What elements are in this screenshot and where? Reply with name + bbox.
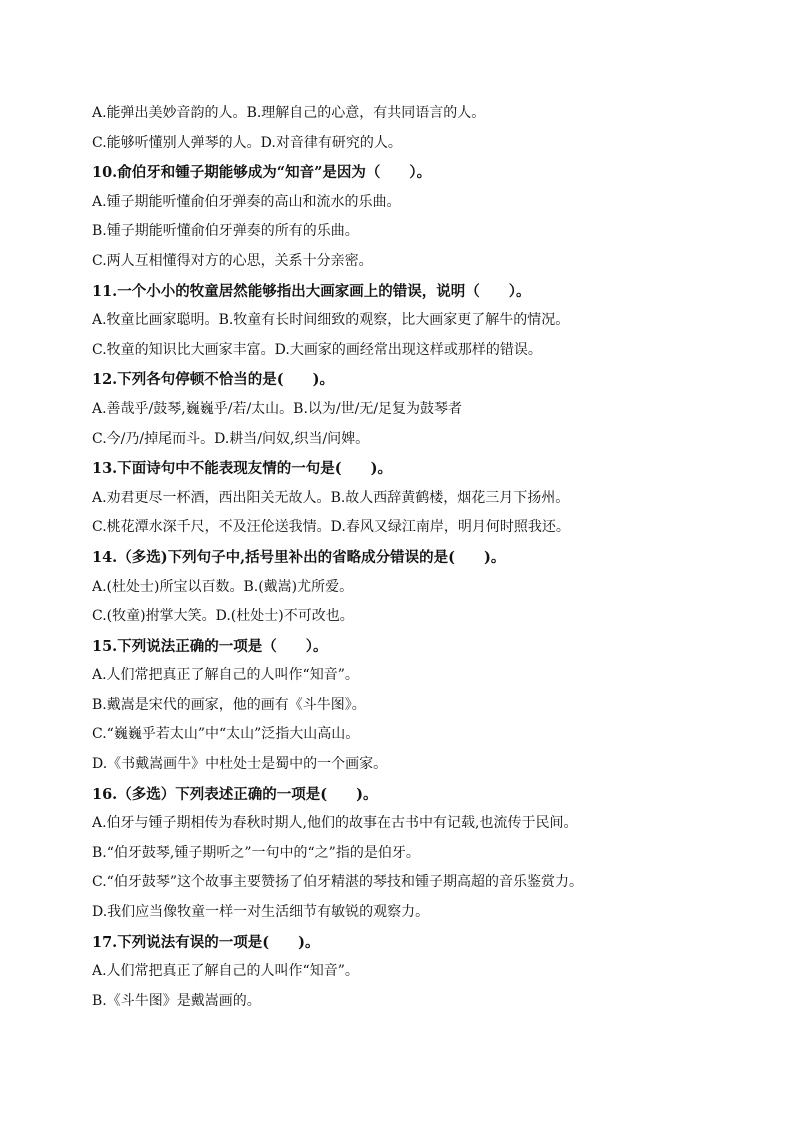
answer-option: C.两人互相懂得对方的心思，关系十分亲密。 (92, 252, 373, 269)
answer-option: A.善哉乎/鼓琴,巍巍乎/若/太山。 (92, 400, 294, 417)
answer-option: A.人们常把真正了解自己的人叫作“知音”。 (92, 667, 359, 684)
answer-option-row (92, 395, 732, 425)
answer-option: D.耕当/问奴,织当/问婢。 (214, 430, 370, 447)
answer-option: B.理解自己的心意，有共同语言的人。 (246, 105, 486, 121)
answer-option-row (92, 99, 732, 129)
answer-option-row (92, 484, 732, 514)
worksheet-page (92, 99, 732, 1016)
answer-option: D.大画家的画经常出现这样或那样的错误。 (274, 341, 542, 358)
answer-option: D.《书戴嵩画牛》中杜处士是蜀中的一个画家。 (92, 756, 388, 773)
answer-option: A.伯牙与锺子期相传为春秋时期人,他们的故事在古书中有记载,也流传于民间。 (92, 815, 578, 832)
answer-option: B.“伯牙鼓琴,锺子期听之”一句中的“之”指的是伯牙。 (92, 844, 420, 861)
question-stem: 13.下面诗句中不能表现友情的一句是( )。 (92, 460, 392, 478)
answer-option: D.春风又绿江南岸，明月何时照我还。 (330, 519, 570, 536)
answer-option: A.(杜处士)所宝以百数。 (92, 578, 244, 595)
answer-option: C.能够听懂别人弹琴的人。 (92, 134, 261, 151)
answer-option: D.(杜处士)不可改也。 (215, 608, 354, 625)
answer-option: A.能弹出美妙音韵的人。 (92, 105, 247, 121)
answer-option: D.我们应当像牧童一样一对生活细节有敏锐的观察力。 (92, 904, 430, 921)
answer-option: C.“伯牙鼓琴”这个故事主要赞扬了伯牙精湛的琴技和锺子期高超的音乐鉴赏力。 (92, 874, 583, 891)
answer-option: A.锺子期能听懂俞伯牙弹奏的高山和流水的乐曲。 (92, 193, 401, 210)
answer-option: C.今/乃/掉尾而斗。 (92, 430, 215, 447)
question-stem: 15.下列说法正确的一项是（ ）。 (92, 637, 328, 655)
answer-option: B.戴嵩是宋代的画家，他的画有《斗牛图》。 (92, 696, 366, 713)
answer-option: C.(牧童)拊掌大笑。 (92, 608, 216, 625)
answer-option: A.劝君更尽一杯酒，西出阳关无故人。 (92, 489, 331, 506)
answer-option: B.(戴嵩)尤所爱。 (243, 578, 354, 595)
answer-option: C.桃花潭水深千尺，不及汪伦送我情。 (92, 519, 331, 536)
question-stem: 11.一个小小的牧童居然能够指出大画家画上的错误，说明（ ）。 (92, 282, 531, 300)
question-stem: 12.下列各句停顿不恰当的是( )。 (92, 371, 334, 389)
answer-option-row (92, 129, 732, 159)
answer-option: A.牧童比画家聪明。 (92, 312, 219, 329)
question-stem: 10.俞伯牙和锺子期能够成为“知音”是因为（ ）。 (92, 164, 432, 182)
answer-option: D.对音律有研究的人。 (260, 134, 402, 151)
answer-option-row (92, 602, 732, 632)
question-stem: 16.（多选）下列表述正确的一项是( )。 (92, 785, 378, 803)
answer-option: B.故人西辞黄鹤楼，烟花三月下扬州。 (330, 489, 570, 506)
answer-option: A.人们常把真正了解自己的人叫作“知音”。 (92, 963, 359, 980)
answer-option: B.《斗牛图》是戴嵩画的。 (92, 992, 261, 1009)
answer-option: C.牧童的知识比大画家丰富。 (92, 341, 275, 358)
answer-option: C.“巍巍乎若太山”中“太山”泛指大山高山。 (92, 726, 360, 743)
answer-option: B.以为/世/无/足复为鼓琴者 (293, 400, 463, 417)
answer-option-row (92, 425, 732, 455)
question-stem: 14.（多选)下列句子中,括号里补出的省略成分错误的是( )。 (92, 548, 506, 566)
answer-option: B.牧童有长时间细致的观察，比大画家更了解牛的情况。 (218, 312, 570, 329)
answer-option-row (92, 513, 732, 543)
answer-option-row (92, 336, 732, 366)
answer-option-row (92, 306, 732, 336)
question-stem: 17.下列说法有误的一项是( )。 (92, 933, 320, 951)
answer-option-row (92, 573, 732, 603)
answer-option: B.锺子期能听懂俞伯牙弹奏的所有的乐曲。 (92, 223, 359, 240)
